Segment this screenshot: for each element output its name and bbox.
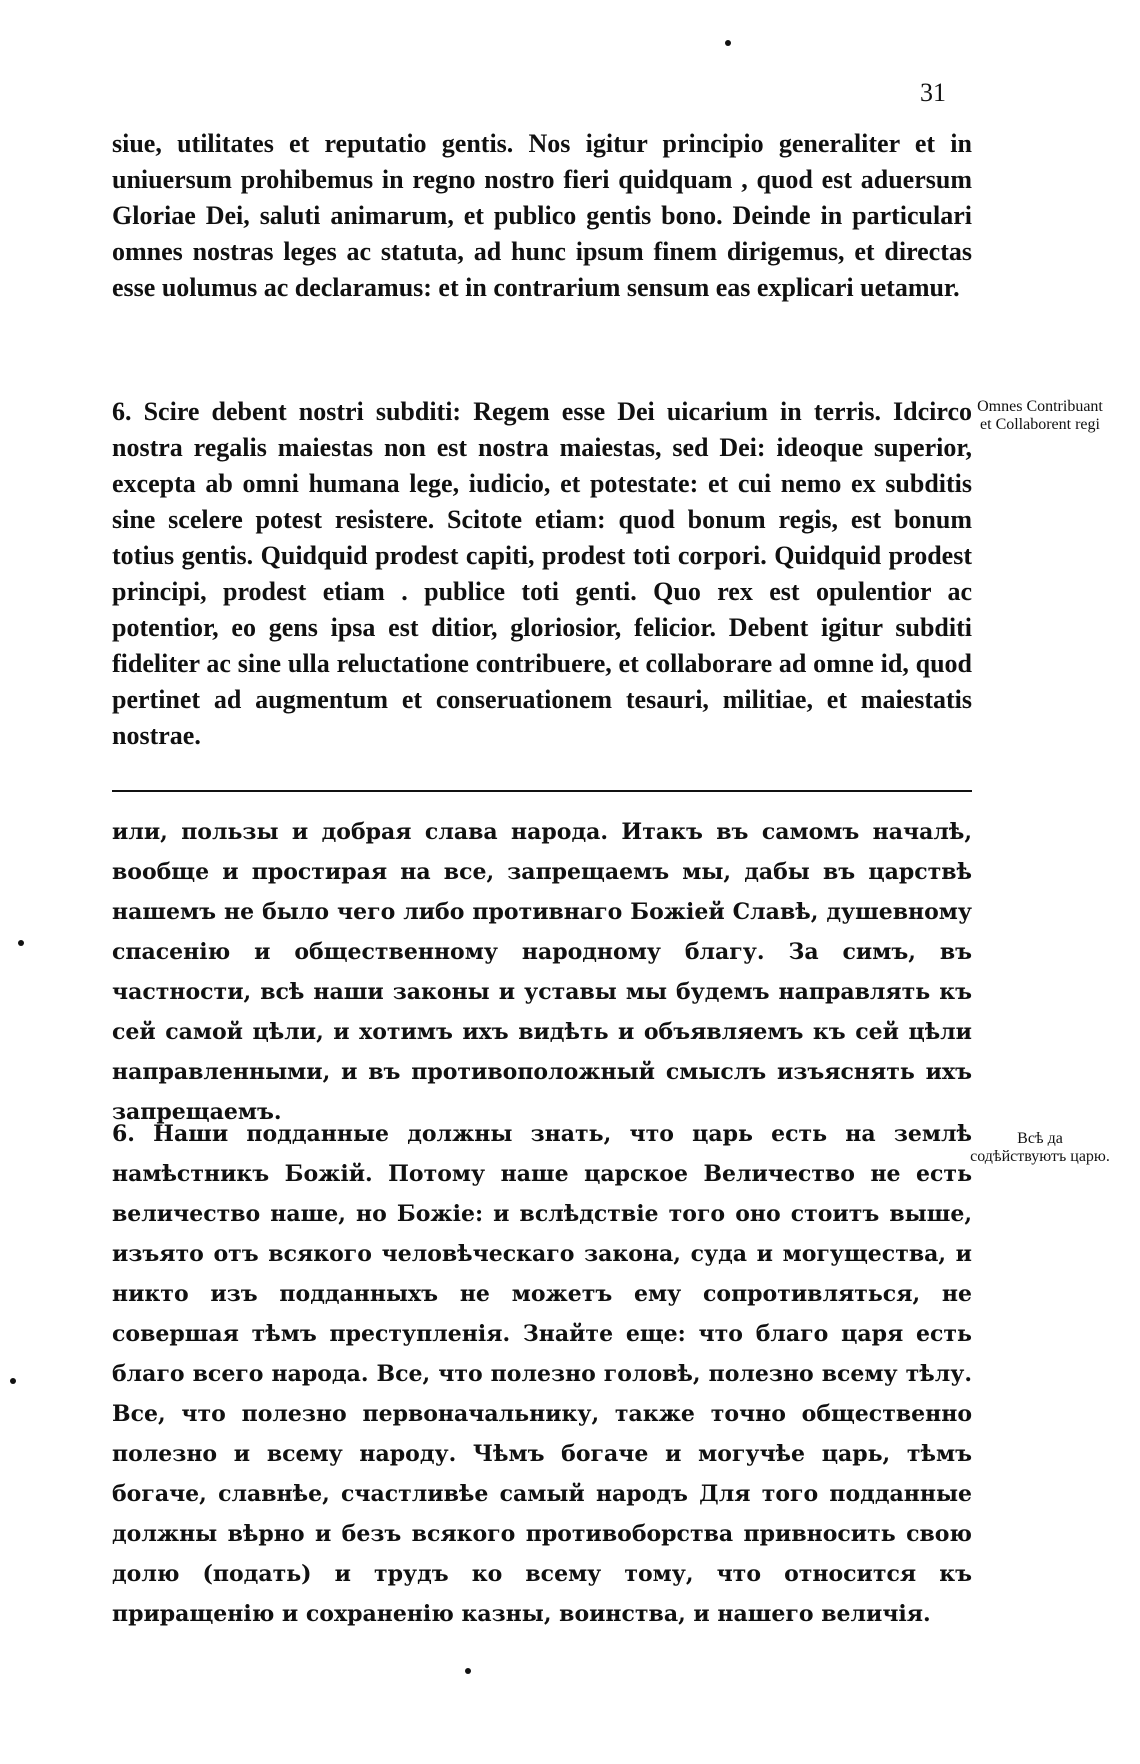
russian-margin-note: Всѣ да содѣйствуютъ царю. [970, 1130, 1110, 1165]
latin-paragraph-intro: siue, utilitates et reputatio gentis. Nos igitur principio generaliter et in uniuersum prohibemus in regno nostro fieri quidquam , quod est aduersum Gloriae Dei, saluti animarum, et publico gentis bono. Deinde in particulari omnes nostras leges ac statuta, ad hunc ipsum finem dirigemus, et directas esse uolumus ac declaramus: et in contrarium sensum eas explicari uetamur. [112, 129, 972, 302]
page-number: 31 [920, 78, 946, 107]
latin-margin-note: Omnes Contribuant et Collaborent regi [977, 398, 1103, 433]
russian-paragraph-six: 6. Наши подданные должны знать, что царь есть на землѣ намѣстникъ Божій. Потому наше царское Величество не есть величество наше, но Божіе: и вслѣдствіе того оно стоитъ выше, изъято отъ всякого человѣческаго закона, суда и могущества, и никто изъ подданныхъ не можетъ ему сопротивляться, не совершая тѣмъ преступленія. Знайте еще: что благо царя есть благо всего народа. Все, что полезно головѣ, полезно всему тѣлу. Все, что полезно первоначальнику, также точно общественно полезно и всему народу. Чѣмъ богаче и могучѣе царь, тѣмъ богаче, славнѣе, счастливѣе самый народъ Для того подданные должны вѣрно и безъ всякого противоборства привносить свою долю (подать) и трудъ ко всему тому, что относится къ приращенію и сохраненію казны, воинства, и нашего величія. [112, 1121, 972, 1627]
scan-speck [18, 940, 24, 946]
scan-speck [10, 1378, 16, 1384]
scan-speck [725, 40, 731, 46]
russian-paragraph-intro: или, пользы и добрая слава народа. Итакъ въ самомъ началѣ, вообще и простирая на все, запрещаемъ мы, дабы въ царствѣ нашемъ не было чего либо противнаго Божіей Славѣ, душевному спасенію и общественному народному благу. За симъ, въ частности, всѣ наши законы и уставы мы будемъ направлять къ сей самой цѣли, и хотимъ ихъ видѣть и объявляемъ къ сей цѣли направленными, и въ противоположный смыслъ изъяснять ихъ запрещаемъ. [112, 819, 972, 1125]
latin-paragraph-six: 6. Scire debent nostri subditi: Regem esse Dei uicarium in terris. Idcirco nostra regalis maiestas non est nostra maiestas, sed Dei: ideoque superior, excepta ab omni humana lege, iudicio, et potestate: et cui nemo ex subditis sine scelere potest resistere. Scitote etiam: quod bonum regis, est bonum totius gentis. Quidquid prodest capiti, prodest toti corpori. Quidquid prodest principi, prodest etiam . publice toti genti. Quo rex est opulentior ac potentior, eo gens ipsa est ditior, gloriosior, felicior. Debent igitur subditi fideliter ac sine ulla reluctatione contribuere, et collaborare ad omne id, quod pertinet ad augmentum et conseruationem tesauri, militiae, et maiestatis nostrae. [112, 397, 972, 750]
section-divider [112, 790, 972, 792]
scan-speck [465, 1668, 471, 1674]
